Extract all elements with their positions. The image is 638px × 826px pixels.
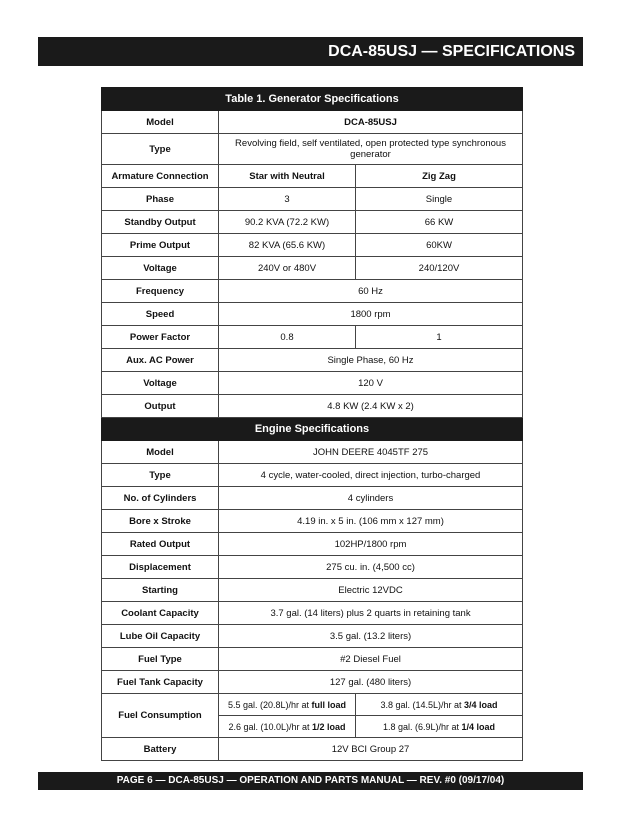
row-label: Armature Connection <box>102 165 219 188</box>
row-label: Rated Output <box>102 533 219 556</box>
row-value: Electric 12VDC <box>219 579 523 602</box>
row-label: Phase <box>102 188 219 211</box>
row-label: Lube Oil Capacity <box>102 625 219 648</box>
row-label: Bore x Stroke <box>102 510 219 533</box>
row-label: Fuel Tank Capacity <box>102 671 219 694</box>
engine-table-title: Engine Specifications <box>102 418 523 441</box>
row-label: Fuel Type <box>102 648 219 671</box>
row-value: DCA-85USJ <box>219 111 523 134</box>
row-value: 1800 rpm <box>219 303 523 326</box>
row-value: Star with Neutral <box>219 165 356 188</box>
row-value: Revolving field, self ventilated, open protected type synchronous generator <box>219 134 523 165</box>
row-label: Type <box>102 464 219 487</box>
fuel-consumption-cell <box>219 694 356 716</box>
row-label: Voltage <box>102 257 219 280</box>
row-label: Battery <box>102 738 219 761</box>
row-label: Model <box>102 111 219 134</box>
row-value: 4 cycle, water-cooled, direct injection, turbo-charged <box>219 464 523 487</box>
row-label: Aux. AC Power <box>102 349 219 372</box>
row-value: 60KW <box>356 234 523 257</box>
consumption-rate: 2.6 gal. (10.0L)/hr at <box>228 721 313 732</box>
consumption-load: 1/2 load <box>312 721 346 732</box>
row-value: 3.7 gal. (14 liters) plus 2 quarts in retaining tank <box>219 602 523 625</box>
row-label: Prime Output <box>102 234 219 257</box>
consumption-rate: 3.8 gal. (14.5L)/hr at <box>380 699 465 710</box>
row-label: Model <box>102 441 219 464</box>
consumption-load: full load <box>311 699 347 710</box>
row-label: Fuel Consumption <box>102 694 219 738</box>
row-value: 1 <box>356 326 523 349</box>
row-value: 275 cu. in. (4,500 cc) <box>219 556 523 579</box>
consumption-load: 3/4 load <box>464 699 498 710</box>
fuel-consumption-cell <box>356 694 523 716</box>
row-label: Displacement <box>102 556 219 579</box>
row-value: 0.8 <box>219 326 356 349</box>
row-value: 3 <box>219 188 356 211</box>
generator-table-title: Table 1. Generator Specifications <box>102 88 523 111</box>
row-value: Single <box>356 188 523 211</box>
row-label: Type <box>102 134 219 165</box>
fuel-consumption-cell <box>356 716 523 738</box>
row-value: 4 cylinders <box>219 487 523 510</box>
consumption-rate: 1.8 gal. (6.9L)/hr at <box>382 721 462 732</box>
row-value: 102HP/1800 rpm <box>219 533 523 556</box>
row-label: Coolant Capacity <box>102 602 219 625</box>
row-value: 66 KW <box>356 211 523 234</box>
row-label: Standby Output <box>102 211 219 234</box>
row-value: 240V or 480V <box>219 257 356 280</box>
consumption-load: 1/4 load <box>461 721 496 732</box>
row-label: Frequency <box>102 280 219 303</box>
row-value: 60 Hz <box>219 280 523 303</box>
row-value: 3.5 gal. (13.2 liters) <box>219 625 523 648</box>
consumption-rate: 5.5 gal. (20.8L)/hr at <box>227 699 312 710</box>
row-label: Voltage <box>102 372 219 395</box>
row-value: 82 KVA (65.6 KW) <box>219 234 356 257</box>
row-label: Power Factor <box>102 326 219 349</box>
row-value: 127 gal. (480 liters) <box>219 671 523 694</box>
specifications-table <box>101 87 523 761</box>
row-value: #2 Diesel Fuel <box>219 648 523 671</box>
row-label: No. of Cylinders <box>102 487 219 510</box>
row-value: 12V BCI Group 27 <box>219 738 523 761</box>
fuel-consumption-cell <box>219 716 356 738</box>
row-label: Output <box>102 395 219 418</box>
row-value: 240/120V <box>356 257 523 280</box>
row-value: 120 V <box>219 372 523 395</box>
row-value: 4.8 KW (2.4 KW x 2) <box>219 395 523 418</box>
row-value: 4.19 in. x 5 in. (106 mm x 127 mm) <box>219 510 523 533</box>
row-label: Speed <box>102 303 219 326</box>
row-value: Single Phase, 60 Hz <box>219 349 523 372</box>
row-label: Starting <box>102 579 219 602</box>
page-header: DCA-85USJ — SPECIFICATIONS <box>38 37 583 66</box>
row-value: JOHN DEERE 4045TF 275 <box>219 441 523 464</box>
page-footer: PAGE 6 — DCA-85USJ — OPERATION AND PARTS MANUAL — REV. #0 (09/17/04) <box>38 772 583 790</box>
row-value: Zig Zag <box>356 165 523 188</box>
row-value: 90.2 KVA (72.2 KW) <box>219 211 356 234</box>
